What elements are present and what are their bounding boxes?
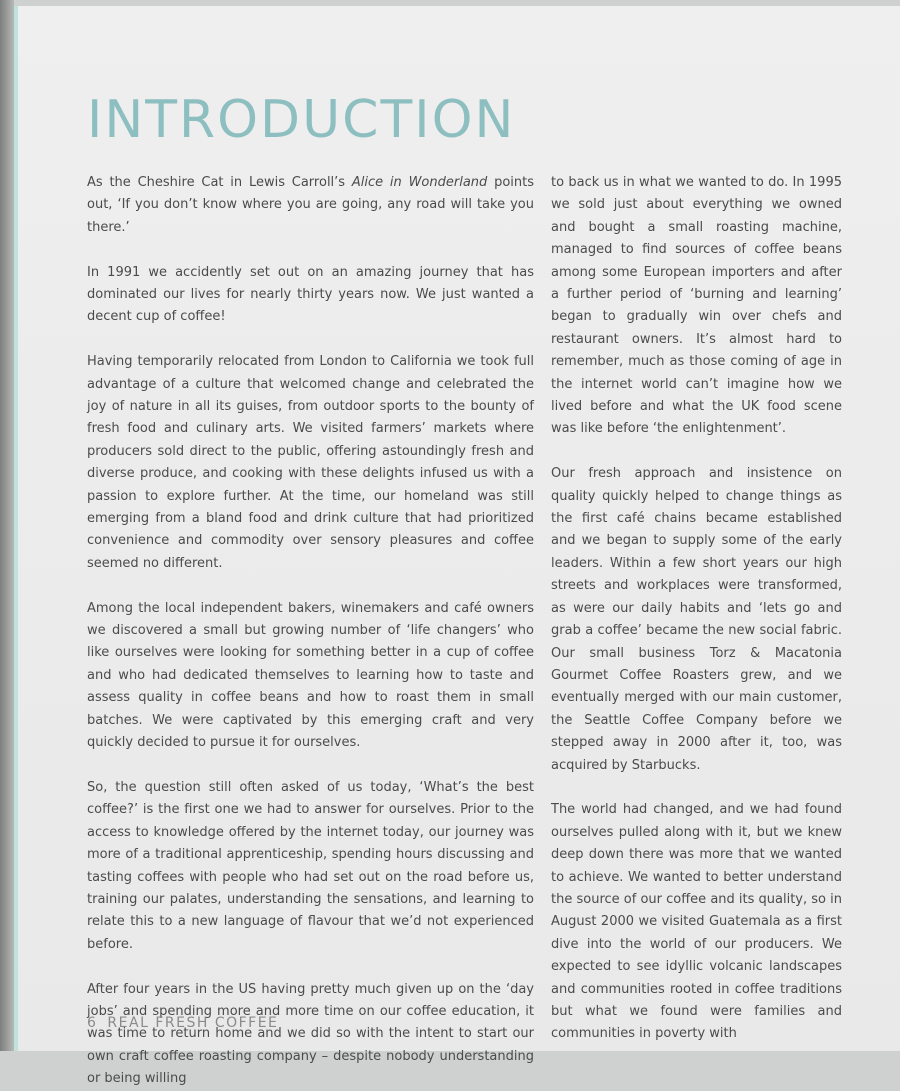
paragraph-text: points out, ‘If you don’t know where you are going, any road will take you there.’ — [87, 175, 535, 235]
paragraph-best-coffee: So, the question still often asked of us today, ‘What’s the best coffee?’ is the first one we had to answer for ourselves. Prior to the access to knowledge offered by the internet today, our journey was more of a traditional apprenticeship, spending hours discussing and tasting coffees with people who had set out on the road before us, training our palates, understanding the sensations, and learning to relate this to a new language of flavour that we’d not experienced before. — [87, 779, 534, 952]
paragraph-return-home: After four years in the US having pretty much given up on the ‘day jobs’ and spending more and more time on our coffee education, it was time to return home and we did so with the intent to start our own craft coffee roasting company – despite nobody understanding or being willing — [87, 981, 534, 1087]
book-spine-shadow — [0, 0, 14, 1051]
paragraph-1991-journey: In 1991 we accidently set out on an amazing journey that has dominated our lives for nearly thirty years now. We just wanted a decent cup of coffee! — [87, 264, 534, 325]
paragraph-fresh-approach: Our fresh approach and insistence on quality quickly helped to change things as the first café chains became established and we began to supply some of the early leaders. Within a few short years our high streets and workplaces were transformed, as were our daily habits and ‘lets go and grab a coffee’ became the new social fabric. Our small business Torz & Macatonia Gourmet Coffee Roasters grew, and we eventually merged with our main customer, the Seattle Coffee Company before we stepped away in 2000 after it, too, was acquired by Starbucks. — [551, 466, 842, 773]
right-text-column — [551, 172, 842, 1046]
left-text-column — [87, 172, 534, 1091]
paragraph-guatemala: The world had changed, and we had found ourselves pulled along with it, but we knew deep down there was more that we wanted to achieve. We wanted to better understand the source of our coffee and its quality, so in August 2000 we visited Guatemala as a first dive into the world of our producers. We expected to see idyllic volcanic landscapes and communities rooted in coffee traditions but what we found were families and communities in poverty with — [551, 802, 842, 1042]
paragraph-california: Having temporarily relocated from London to California we took full advantage of a culture that welcomed change and celebrated the joy of nature in all its guises, from outdoor sports to the bounty of fresh food and culinary arts. We visited farmers’ markets where producers sold direct to the public, offering astoundingly fresh and diverse produce, and cooking with these delights infused us with a passion to explore further. At the time, our homeland was still emerging from a bland food and drink culture that had prioritized convenience and commodity over sensory pleasures and coffee seemed no different. — [87, 354, 534, 571]
paragraph-text: As the Cheshire Cat in Lewis Carroll’s — [87, 175, 352, 190]
page-title: INTRODUCTION — [87, 90, 516, 150]
paragraph-cheshire-cat — [87, 172, 534, 239]
book-title-italic: Alice in Wonderland — [351, 175, 488, 190]
page-footer — [87, 1015, 278, 1031]
page-number: 6 — [87, 1015, 98, 1031]
paragraph-1995-roasting: to back us in what we wanted to do. In 1995 we sold just about everything we owned and bought a small roasting machine, managed to find sources of coffee beans among some European importers and after a further period of ‘burning and learning’ began to gradually win over chefs and restaurant owners. It’s almost hard to remember, much as those coming of age in the internet world can’t imagine how we lived before and what the UK food scene was like before ‘the enlightenment’. — [551, 175, 842, 437]
paragraph-life-changers: Among the local independent bakers, winemakers and café owners we discovered a small but growing number of ‘life changers’ who like ourselves were looking for something better in a cup of coffee and who had dedicated themselves to learning how to taste and assess quality in coffee beans and how to roast them in small batches. We were captivated by this emerging craft and very quickly decided to pursue it for ourselves. — [87, 600, 534, 751]
running-book-title: REAL FRESH COFFEE — [107, 1015, 279, 1031]
